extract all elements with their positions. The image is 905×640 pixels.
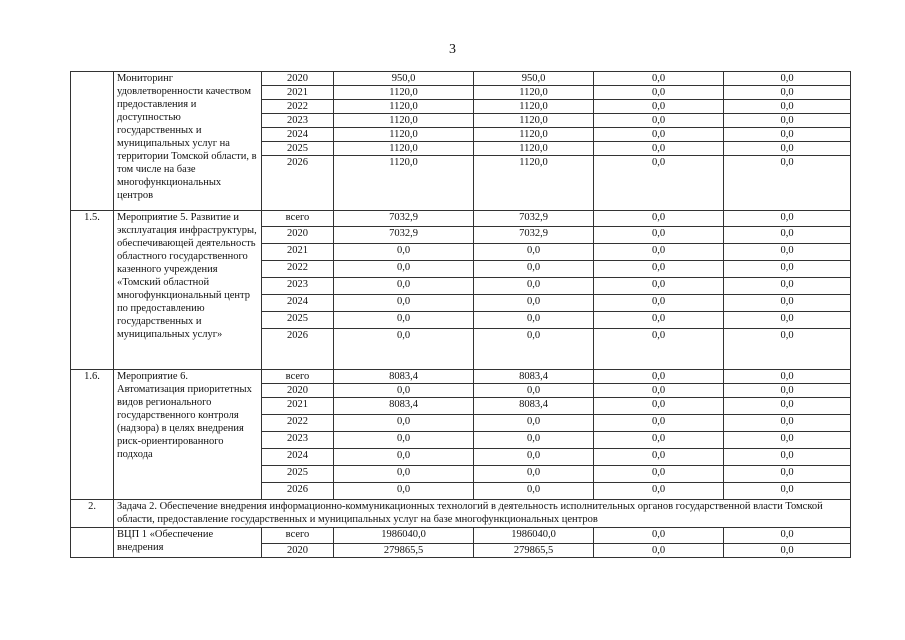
budget-table [70, 71, 851, 558]
federal-cell: 0,0 [594, 398, 724, 415]
year-cell: 2024 [262, 295, 334, 312]
total-cell: 0,0 [334, 483, 474, 500]
other-cell: 0,0 [724, 86, 851, 100]
other-cell: 0,0 [724, 466, 851, 483]
table-row [71, 72, 851, 86]
other-cell: 0,0 [724, 156, 851, 211]
total-cell: 1986040,0 [334, 528, 474, 544]
regional-cell: 0,0 [474, 449, 594, 466]
year-cell: всего [262, 211, 334, 227]
task-text-cell: Задача 2. Обеспечение внедрения информационно-коммуникационных технологий в деятельность исполнительных органов государственной власти Томской области, предоставление государственных и муниципальных услуг на базе многофункциональных центров [114, 500, 851, 528]
item-name-cell: Мониторинг удовлетворенности качеством предоставления и доступностью государственных и муниципальных услуг на территории Томской области, в том числе на базе многофункциональных центров [114, 72, 262, 211]
other-cell: 0,0 [724, 261, 851, 278]
federal-cell: 0,0 [594, 114, 724, 128]
total-cell: 1120,0 [334, 100, 474, 114]
item-number-cell: 1.5. [71, 211, 114, 370]
year-cell: 2020 [262, 544, 334, 558]
federal-cell: 0,0 [594, 528, 724, 544]
regional-cell: 0,0 [474, 329, 594, 370]
table-row [71, 528, 851, 544]
regional-cell: 0,0 [474, 278, 594, 295]
other-cell: 0,0 [724, 278, 851, 295]
total-cell: 0,0 [334, 261, 474, 278]
other-cell: 0,0 [724, 528, 851, 544]
federal-cell: 0,0 [594, 544, 724, 558]
year-cell: 2020 [262, 227, 334, 244]
total-cell: 7032,9 [334, 211, 474, 227]
regional-cell: 950,0 [474, 72, 594, 86]
other-cell: 0,0 [724, 415, 851, 432]
total-cell: 1120,0 [334, 142, 474, 156]
other-cell: 0,0 [724, 449, 851, 466]
year-cell: всего [262, 528, 334, 544]
regional-cell: 0,0 [474, 384, 594, 398]
year-cell: 2022 [262, 100, 334, 114]
federal-cell: 0,0 [594, 432, 724, 449]
page-number: 3 [449, 42, 456, 57]
federal-cell: 0,0 [594, 128, 724, 142]
federal-cell: 0,0 [594, 72, 724, 86]
total-cell: 0,0 [334, 449, 474, 466]
federal-cell: 0,0 [594, 449, 724, 466]
federal-cell: 0,0 [594, 86, 724, 100]
federal-cell: 0,0 [594, 370, 724, 384]
item-number-cell [71, 72, 114, 211]
other-cell: 0,0 [724, 384, 851, 398]
total-cell: 7032,9 [334, 227, 474, 244]
year-cell: 2023 [262, 432, 334, 449]
total-cell: 0,0 [334, 278, 474, 295]
regional-cell: 1986040,0 [474, 528, 594, 544]
total-cell: 0,0 [334, 384, 474, 398]
item-name-cell: Мероприятие 6. Автоматизация приоритетных видов регионального государственного контроля (надзора) в целях внедрения риск-ориентированного подхода [114, 370, 262, 500]
federal-cell: 0,0 [594, 244, 724, 261]
year-cell: 2021 [262, 244, 334, 261]
federal-cell: 0,0 [594, 466, 724, 483]
year-cell: 2024 [262, 128, 334, 142]
federal-cell: 0,0 [594, 142, 724, 156]
total-cell: 8083,4 [334, 370, 474, 384]
total-cell: 1120,0 [334, 128, 474, 142]
total-cell: 0,0 [334, 432, 474, 449]
total-cell: 0,0 [334, 329, 474, 370]
federal-cell: 0,0 [594, 312, 724, 329]
year-cell: 2024 [262, 449, 334, 466]
regional-cell: 1120,0 [474, 86, 594, 100]
regional-cell: 1120,0 [474, 128, 594, 142]
total-cell: 0,0 [334, 466, 474, 483]
other-cell: 0,0 [724, 370, 851, 384]
other-cell: 0,0 [724, 544, 851, 558]
regional-cell: 7032,9 [474, 227, 594, 244]
year-cell: 2023 [262, 114, 334, 128]
item-number-cell: 1.6. [71, 370, 114, 500]
other-cell: 0,0 [724, 244, 851, 261]
total-cell: 1120,0 [334, 114, 474, 128]
year-cell: 2026 [262, 156, 334, 211]
federal-cell: 0,0 [594, 384, 724, 398]
regional-cell: 0,0 [474, 295, 594, 312]
regional-cell: 0,0 [474, 483, 594, 500]
federal-cell: 0,0 [594, 156, 724, 211]
other-cell: 0,0 [724, 142, 851, 156]
regional-cell: 0,0 [474, 432, 594, 449]
regional-cell: 0,0 [474, 261, 594, 278]
other-cell: 0,0 [724, 483, 851, 500]
year-cell: 2026 [262, 329, 334, 370]
other-cell: 0,0 [724, 312, 851, 329]
year-cell: 2025 [262, 466, 334, 483]
year-cell: 2023 [262, 278, 334, 295]
regional-cell: 1120,0 [474, 100, 594, 114]
year-cell: 2022 [262, 415, 334, 432]
task-number-cell: 2. [71, 500, 114, 528]
item-name-cell: ВЦП 1 «Обеспечение внедрения [114, 528, 262, 558]
item-number-cell [71, 528, 114, 558]
other-cell: 0,0 [724, 227, 851, 244]
year-cell: всего [262, 370, 334, 384]
other-cell: 0,0 [724, 432, 851, 449]
task-row [71, 500, 851, 528]
other-cell: 0,0 [724, 211, 851, 227]
federal-cell: 0,0 [594, 295, 724, 312]
year-cell: 2022 [262, 261, 334, 278]
other-cell: 0,0 [724, 329, 851, 370]
total-cell: 0,0 [334, 415, 474, 432]
regional-cell: 8083,4 [474, 398, 594, 415]
table-row [71, 370, 851, 384]
regional-cell: 8083,4 [474, 370, 594, 384]
regional-cell: 0,0 [474, 466, 594, 483]
other-cell: 0,0 [724, 398, 851, 415]
total-cell: 0,0 [334, 244, 474, 261]
total-cell: 950,0 [334, 72, 474, 86]
regional-cell: 1120,0 [474, 142, 594, 156]
federal-cell: 0,0 [594, 227, 724, 244]
table-row [71, 211, 851, 227]
federal-cell: 0,0 [594, 415, 724, 432]
federal-cell: 0,0 [594, 261, 724, 278]
other-cell: 0,0 [724, 114, 851, 128]
year-cell: 2020 [262, 384, 334, 398]
regional-cell: 0,0 [474, 312, 594, 329]
year-cell: 2020 [262, 72, 334, 86]
other-cell: 0,0 [724, 100, 851, 114]
other-cell: 0,0 [724, 295, 851, 312]
total-cell: 1120,0 [334, 156, 474, 211]
year-cell: 2021 [262, 398, 334, 415]
regional-cell: 0,0 [474, 244, 594, 261]
regional-cell: 1120,0 [474, 114, 594, 128]
year-cell: 2025 [262, 312, 334, 329]
other-cell: 0,0 [724, 72, 851, 86]
item-name-cell: Мероприятие 5. Развитие и эксплуатация инфраструктуры, обеспечивающей деятельность областного государственного казенного учреждения «Томский областной многофункциональный центр по предоставлению государственных и муниципальных услуг» [114, 211, 262, 370]
federal-cell: 0,0 [594, 211, 724, 227]
regional-cell: 0,0 [474, 415, 594, 432]
year-cell: 2025 [262, 142, 334, 156]
regional-cell: 7032,9 [474, 211, 594, 227]
federal-cell: 0,0 [594, 329, 724, 370]
regional-cell: 279865,5 [474, 544, 594, 558]
total-cell: 279865,5 [334, 544, 474, 558]
total-cell: 0,0 [334, 312, 474, 329]
federal-cell: 0,0 [594, 483, 724, 500]
other-cell: 0,0 [724, 128, 851, 142]
regional-cell: 1120,0 [474, 156, 594, 211]
total-cell: 1120,0 [334, 86, 474, 100]
year-cell: 2026 [262, 483, 334, 500]
year-cell: 2021 [262, 86, 334, 100]
federal-cell: 0,0 [594, 100, 724, 114]
total-cell: 8083,4 [334, 398, 474, 415]
total-cell: 0,0 [334, 295, 474, 312]
federal-cell: 0,0 [594, 278, 724, 295]
